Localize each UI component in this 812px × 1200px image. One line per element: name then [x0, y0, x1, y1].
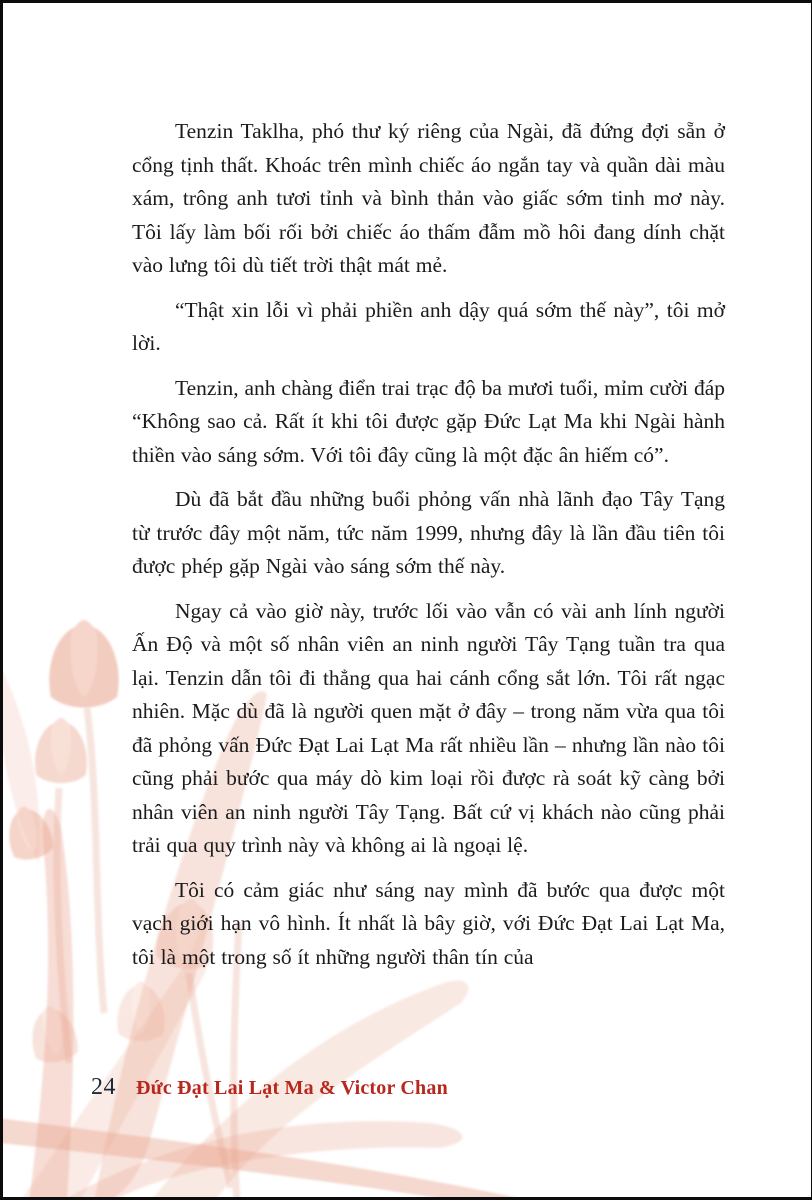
page-number: 24	[91, 1074, 116, 1100]
paragraph: Tôi có cảm giác như sáng nay mình đã bước qua được một vạch giới hạn vô hình. Ít nhất là bây giờ, với Đức Đạt Lai Lạt Ma, tôi là một trong số ít những người thân tín của	[132, 877, 725, 969]
paragraph: Tenzin, anh chàng điển trai trạc độ ba mươi tuổi, mỉm cười đáp “Không sao cả. Rất ít khi tôi được gặp Đức Lạt Ma khi Ngài hành thiền vào sáng sớm. Với tôi đây cũng là một đặc ân hiếm có”.	[132, 375, 725, 467]
paragraph: Dù đã bắt đầu những buổi phỏng vấn nhà lãnh đạo Tây Tạng từ trước đây một năm, tức năm 1999, nhưng đây là lần đầu tiên tôi được phép gặp Ngài vào sáng sớm thế này.	[132, 487, 725, 578]
paragraph: “Thật xin lỗi vì phải phiền anh dậy quá sớm thế này”, tôi mở lời.	[132, 297, 725, 355]
paragraph: Ngay cả vào giờ này, trước lối vào vẫn có vài anh lính người Ấn Độ và một số nhân viên an ninh người Tây Tạng tuần tra qua lại. Tenzin dẫn tôi đi thẳng qua hai cánh cổng sắt lớn. Tôi rất ngạc nhiên. Mặc dù đã là người quen mặt ở đây – trong năm vừa qua tôi đã phỏng vấn Đức Đạt Lai Lạt Ma rất nhiều lần – nhưng lần nào tôi cũng phải bước qua máy dò kim loại rồi được rà soát kỹ càng bởi nhân viên an ninh người Tây Tạng. Bất cứ vị khách nào cũng phải trải qua quy trình này và không ai là ngoại lệ.	[132, 598, 725, 857]
page-footer	[91, 1074, 448, 1101]
page-text-block	[132, 115, 725, 985]
paragraph: Tenzin Taklha, phó thư ký riêng của Ngài, đã đứng đợi sẵn ở cổng tịnh thất. Khoác trên mình chiếc áo ngắn tay và quần dài màu xám, trông anh tươi tỉnh và bình thản vào giấc sớm tinh mơ này. Tôi lấy làm bối rối bởi chiếc áo thấm đẫm mồ hôi đang dính chặt vào lưng tôi dù tiết trời thật mát mẻ.	[132, 119, 725, 277]
footer-book-title: Đức Đạt Lai Lạt Ma & Victor Chan	[136, 1077, 448, 1099]
